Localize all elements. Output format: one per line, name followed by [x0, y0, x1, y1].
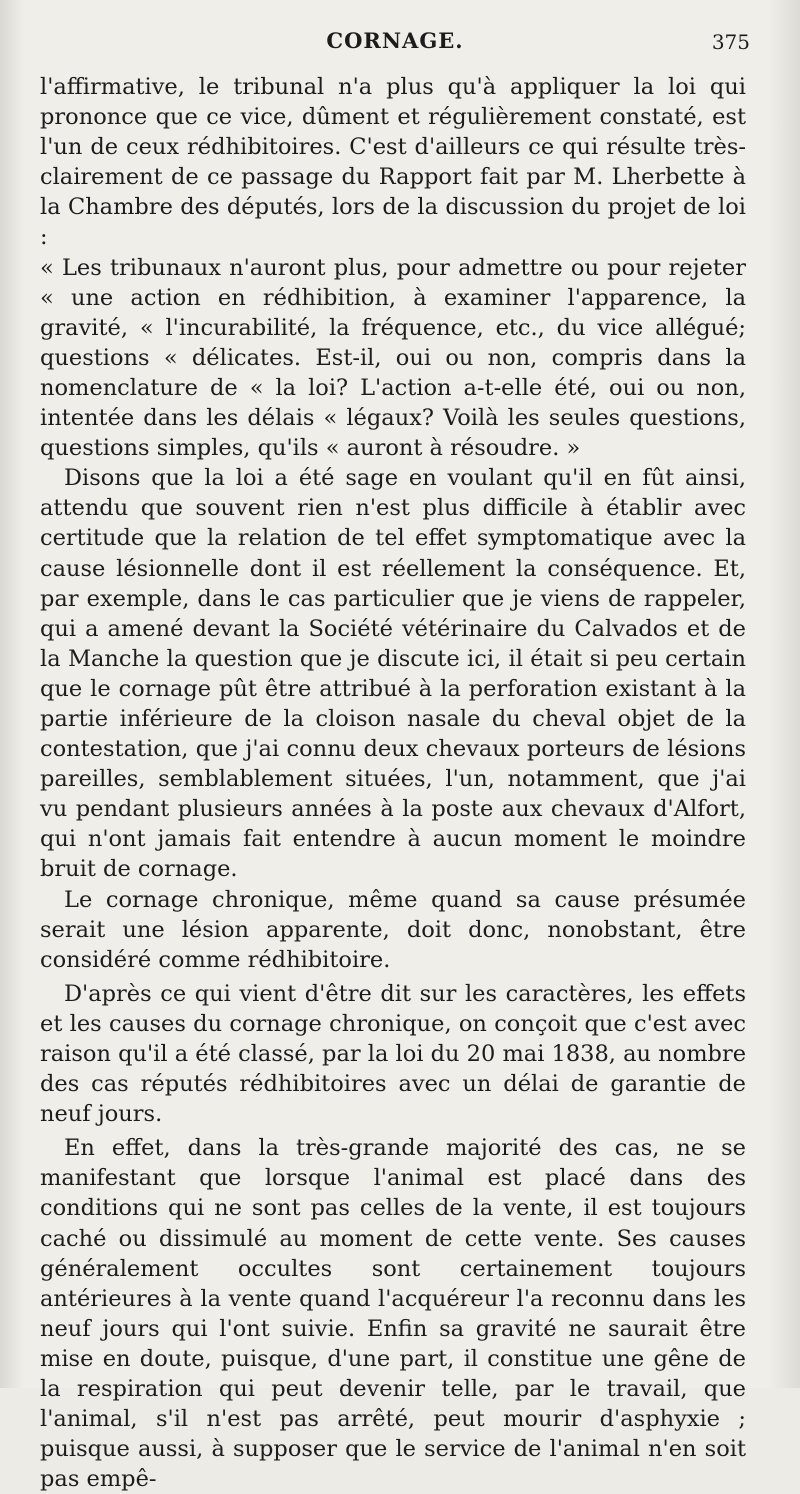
paragraph: Le cornage chronique, même quand sa cause présumée serait une lésion apparente, doit donc, nonobstant, être considéré comme rédhibitoire.: [40, 886, 746, 973]
page-number: 375: [711, 30, 750, 54]
paragraph-continuation: l'affirmative, le tribunal n'a plus qu'à appliquer la loi qui prononce que ce vice, dûment et régulièrement constaté, est l'un de ceux rédhibitoires. C'est d'ailleurs ce qui résulte très-clairement de ce passage du Rapport fait par M. Lherbette à la Chambre des députés, lors de la discussion du projet de loi :: [40, 74, 746, 251]
body-text: [40, 72, 746, 1494]
paragraph: Disons que la loi a été sage en voulant qu'il en fût ainsi, attendu que souvent rien n'est plus difficile à établir avec certitude que la relation de tel effet symptomatique avec la cause lésionnelle dont il est réellement la conséquence. Et, par exemple, dans le cas particulier que je viens de rappeler, qui a amené devant la Société vétérinaire du Calvados et de la Manche la question que je discute ici, il était si peu certain que le cornage pût être attribué à la perforation existant à la partie inférieure de la cloison nasale du cheval objet de la contestation, que j'ai connu deux chevaux porteurs de lésions pareilles, semblablement situées, l'un, notamment, que j'ai vu pendant plusieurs années à la poste aux chevaux d'Alfort, qui n'ont jamais fait entendre à aucun moment le moindre bruit de cornage.: [40, 465, 746, 883]
paragraph: En effet, dans la très-grande majorité des cas, ne se manifestant que lorsque l'animal est placé dans des conditions qui ne sont pas celles de la vente, il est toujours caché ou dissimulé au moment de cette vente. Ses causes généralement occultes sont certainement toujours antérieures à la vente quand l'acquéreur l'a reconnu dans les neuf jours qui l'ont suivie. Enfin sa gravité ne saurait être mise en doute, puisque, d'une part, il constitue une gêne de la respiration qui peut devenir telle, par le travail, que l'animal, s'il n'est pas arrêté, peut mourir d'asphyxie ; puisque aussi, à supposer que le service de l'animal n'en soit pas empê-: [40, 1135, 746, 1493]
quoted-report: « Les tribunaux n'auront plus, pour admettre ou pour rejeter « une action en rédhibition, à examiner l'apparence, la gravité, « l'incurabilité, la fréquence, etc., du vice allégué; questions « délicates. Est-il, oui ou non, compris dans la nomenclature de « la loi? L'action a-t-elle été, oui ou non, intentée dans les délais « légaux? Voilà les seules questions, questions simples, qu'ils « auront à résoudre. »: [40, 254, 746, 462]
running-head: [40, 28, 750, 62]
running-title: CORNAGE.: [326, 28, 464, 53]
paragraph: D'après ce qui vient d'être dit sur les caractères, les effets et les causes du cornage chronique, on conçoit que c'est avec raison qu'il a été classé, par la loi du 20 mai 1838, au nombre des cas réputés rédhibitoires avec un délai de garantie de neuf jours.: [40, 980, 747, 1128]
